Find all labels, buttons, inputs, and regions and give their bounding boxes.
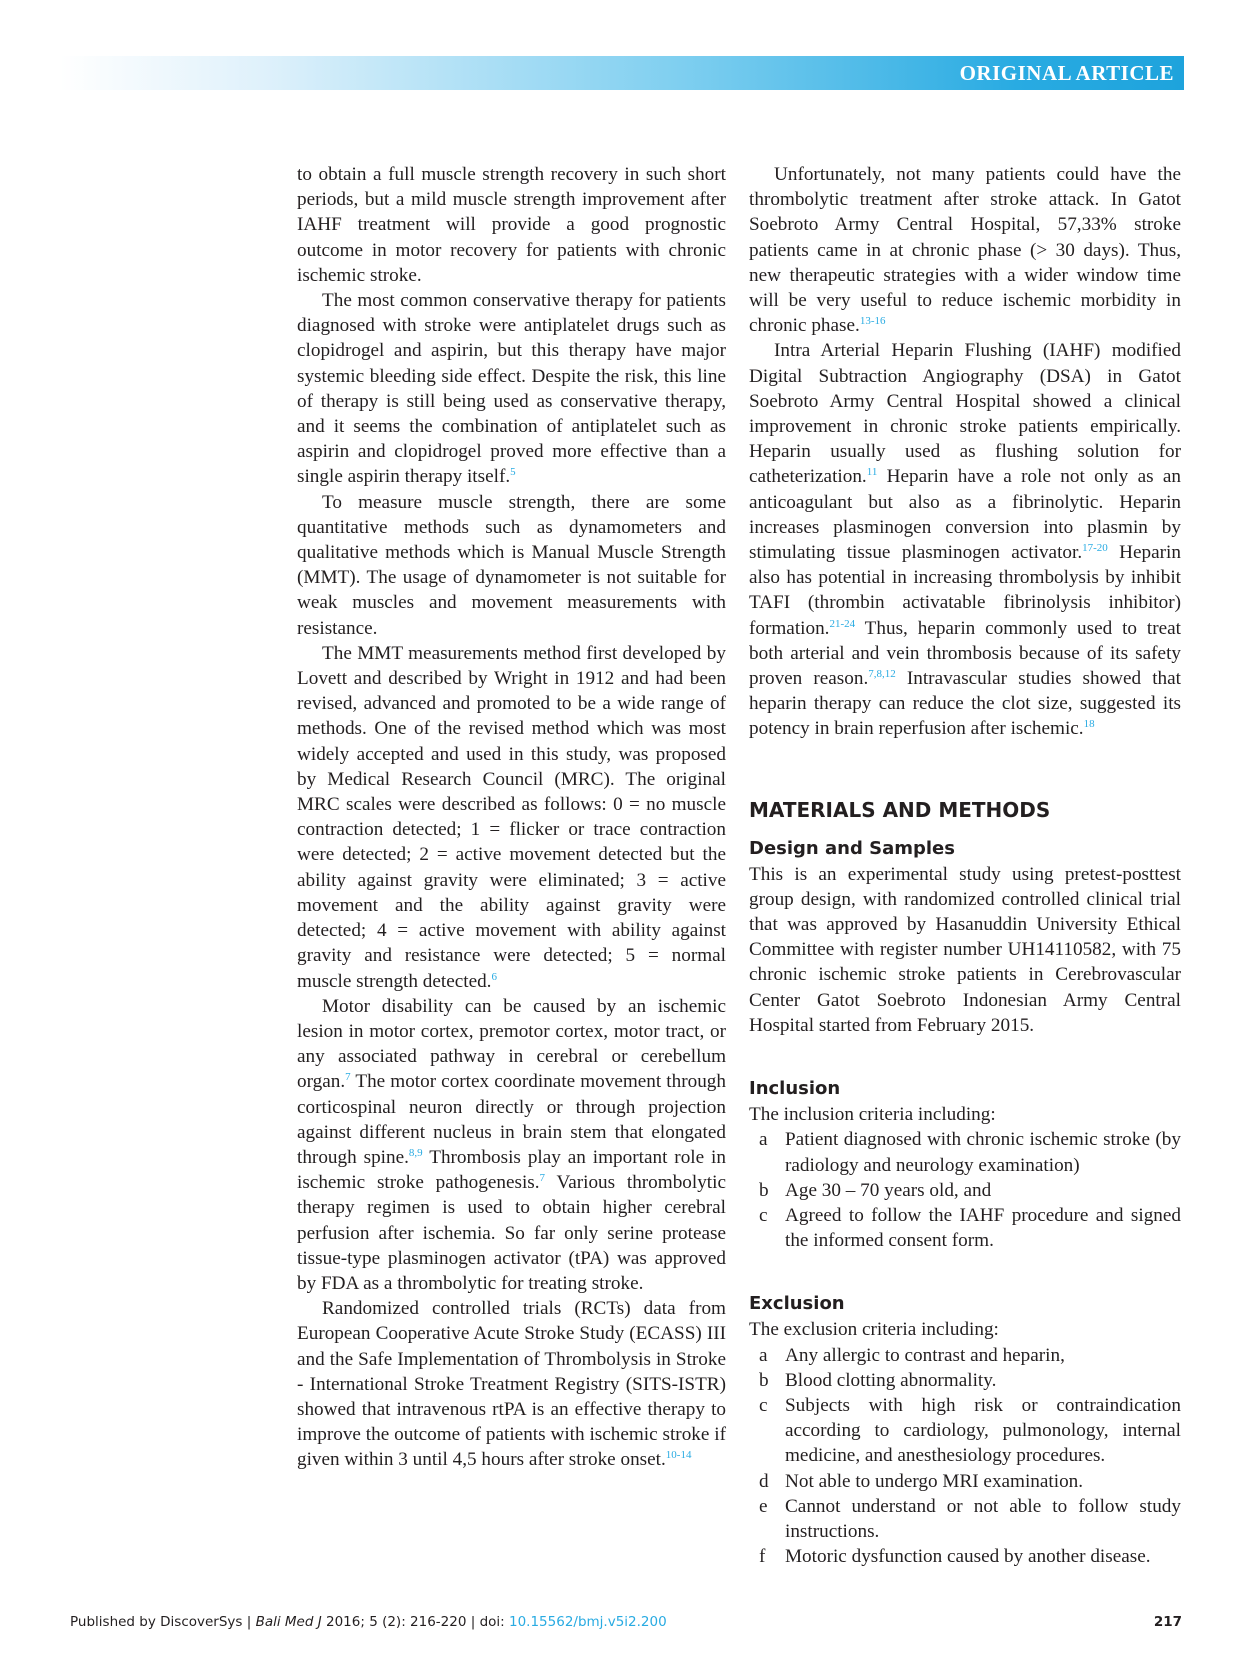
paragraph: The MMT measurements method first developed by Lovett and described by Wright in 1912 and had been revised, advanced and promoted to be a wide range of methods. One of the revised method which was most widely accepted and used in this study, was proposed by Medical Research Council (MRC). The original MRC scales were described as follows: 0 = no muscle contraction detected; 1 = flicker or trace contraction were detected; 2 = active movement detected but the ability against gravity were eliminated; 3 = active movement and the ability against gravity were detected; 4 = active movement with ability against gravity and resistance were detected; 5 = normal muscle strength detected.$^6$ bbox=[297, 642, 726, 992]
paragraph: Intra Arterial Heparin Flushing (IAHF) modified Digital Subtraction Angiography (DSA) in Gatot Soebroto Army Central Hospital showed a clinical improvement in chronic stroke patients empirically. Heparin usually used as flushing solution for catheterization.$^{11}$ Heparin have a role not only as an anticoagulant but also as a fibrinolytic. Heparin increases plasminogen conversion into plasmin by stimulating tissue plasminogen activator.$^{17-20}$ Heparin also has potential in increasing thrombolysis by inhibit TAFI (thrombin activatable fibrinolysis inhibitor) formation.$^{21-24}$ Thus, heparin commonly used to treat both arterial and vein thrombosis because of its safety proven reason.$^{7,8,12}$ Intravascular studies showed that heparin therapy can reduce the clot size, suggested its potency in brain reperfusion after ischemic.$^{18}$ bbox=[749, 340, 1182, 740]
doi-link[interactable]: 10.15562/bmj.v5i2.200 bbox=[509, 1614, 667, 1630]
citation-ref[interactable]: 7 bbox=[539, 1172, 546, 1185]
list-item bbox=[749, 1203, 1181, 1253]
citation-ref[interactable]: 6 bbox=[491, 970, 497, 983]
list-item bbox=[749, 1544, 1181, 1569]
list-item-text: Motoric dysfunction caused by another disease. bbox=[785, 1546, 1151, 1568]
list-item-text: Subjects with high risk or contraindication according to cardiology, pulmonology, internal medicine, and anesthesiology procedures. bbox=[785, 1394, 1181, 1467]
list-item bbox=[749, 1127, 1181, 1177]
journal-name: Bali Med J bbox=[255, 1614, 322, 1630]
list-item-text: Agreed to follow the IAHF procedure and signed the informed consent form. bbox=[785, 1204, 1181, 1252]
subsection-heading: Design and Samples bbox=[749, 837, 955, 859]
list-marker: a bbox=[759, 1344, 768, 1366]
paragraph: Unfortunately, not many patients could have the thrombolytic treatment after stroke attack. In Gatot Soebroto Army Central Hospital, 57,33% stroke patients came in at chronic phase (> 30 days). Thus, new therapeutic strategies with a wider window time will be very useful to reduce ischemic morbidity in chronic phase.$^{13-16}$ bbox=[749, 164, 1181, 337]
list-item bbox=[749, 1469, 1181, 1494]
citation-ref[interactable]: 7 bbox=[345, 1071, 351, 1084]
list-item-text: Not able to undergo MRI examination. bbox=[785, 1470, 1084, 1492]
paragraph: This is an experimental study using pretest-posttest group design, with randomized controlled clinical trial that was approved by Hasanuddin University Ethical Committee with register number UH14110582, with 75 chronic ischemic stroke patients in Cerebrovascular Center Gatot Soebroto Indonesian Army Central Hospital started from February 2015. bbox=[749, 863, 1181, 1036]
citation-ref[interactable]: 10-14 bbox=[665, 1449, 692, 1462]
left-column bbox=[297, 162, 726, 1473]
list-item bbox=[749, 1178, 1181, 1203]
list-intro: The exclusion criteria including: bbox=[749, 1319, 999, 1341]
citation-ref[interactable]: 8,9 bbox=[408, 1146, 423, 1159]
section-heading: MATERIALS AND METHODS bbox=[749, 797, 1051, 822]
list-marker: b bbox=[759, 1179, 769, 1201]
list-item-text: Any allergic to contrast and heparin, bbox=[785, 1344, 1065, 1366]
list-marker: b bbox=[759, 1369, 769, 1391]
exclusion-list bbox=[749, 1343, 1181, 1570]
citation-ref[interactable]: 7,8,12 bbox=[868, 668, 896, 681]
header-band bbox=[60, 56, 1184, 90]
list-item-text: Age 30 – 70 years old, and bbox=[785, 1179, 992, 1201]
paragraph: The most common conservative therapy for patients diagnosed with stroke were antiplatelet drugs such as clopidrogel and aspirin, but this therapy have major systemic bleeding side effect. Despite the risk, this line of therapy is still being used as conservative therapy, and it seems the combination of antiplatelet such as aspirin and clopidrogel proved more effective than a single aspirin therapy itself.$^5$ bbox=[297, 290, 726, 488]
list-marker: d bbox=[759, 1470, 769, 1492]
inclusion-list bbox=[749, 1127, 1181, 1253]
list-item bbox=[749, 1368, 1181, 1393]
list-marker: e bbox=[759, 1495, 768, 1517]
page-footer bbox=[70, 1612, 1182, 1632]
subsection-heading: Inclusion bbox=[749, 1078, 841, 1100]
list-item bbox=[749, 1393, 1181, 1469]
paragraph: To measure muscle strength, there are some quantitative methods such as dynamometers and qualitative methods which is Manual Muscle Strength (MMT). The usage of dynamometer is not suitable for weak muscles and movement measurements with resistance. bbox=[297, 491, 726, 639]
citation-ref[interactable]: 21-24 bbox=[829, 617, 856, 630]
list-intro: The inclusion criteria including: bbox=[749, 1104, 996, 1126]
citation-ref[interactable]: 18 bbox=[1083, 718, 1095, 731]
list-item-text: Cannot understand or not able to follow study instructions. bbox=[785, 1495, 1181, 1542]
citation-ref[interactable]: 13-16 bbox=[859, 315, 886, 328]
list-marker: c bbox=[759, 1204, 768, 1226]
paragraph: Randomized controlled trials (RCTs) data from European Cooperative Acute Stroke Study (ECASS) III and the Safe Implementation of Thrombolysis in Stroke - International Stroke Treatment Registry (SITS-ISTR) showed that intravenous rtPA is an effective therapy to improve the outcome of patients with ischemic stroke if given within 3 until 4,5 hours after stroke onset.$^{10-14}$ bbox=[297, 1298, 726, 1471]
list-item-text: Patient diagnosed with chronic ischemic stroke (by radiology and neurology examination) bbox=[785, 1129, 1181, 1176]
publisher-text: Published by DiscoverSys | bbox=[70, 1614, 256, 1630]
list-marker: a bbox=[759, 1129, 768, 1151]
citation-text: 2016; 5 (2): 216-220 | doi: bbox=[321, 1614, 509, 1630]
article-type-label: ORIGINAL ARTICLE bbox=[959, 61, 1174, 85]
list-item bbox=[749, 1494, 1181, 1544]
citation-ref[interactable]: 17-20 bbox=[1082, 542, 1108, 555]
list-item-text: Blood clotting abnormality. bbox=[785, 1369, 997, 1391]
list-marker: c bbox=[759, 1394, 768, 1416]
citation-ref[interactable]: 5 bbox=[510, 466, 516, 479]
paragraph: to obtain a full muscle strength recovery in such short periods, but a mild muscle strength improvement after IAHF treatment will provide a good prognostic outcome in motor recovery for patients with chronic ischemic stroke. bbox=[297, 164, 726, 286]
page-number: 217 bbox=[1153, 1614, 1182, 1630]
list-marker: f bbox=[759, 1546, 766, 1568]
subsection-heading: Exclusion bbox=[749, 1293, 845, 1315]
citation-ref[interactable]: 11 bbox=[866, 466, 878, 479]
paragraph: Motor disability can be caused by an ischemic lesion in motor cortex, premotor cortex, motor tract, or any associated pathway in cerebral or cerebellum organ.$^7$ The motor cortex coordinate movement through corticospinal neuron directly or through projection against different nucleus in brain stem that elongated through spine.$^{8,9}$ Thrombosis play an important role in ischemic stroke pathogenesis.$^7$ Various thrombolytic therapy regimen is used to obtain higher cerebral perfusion after ischemia. So far only serine protease tissue-type plasminogen activator (tPA) was approved by FDA as a thrombolytic for treating stroke. bbox=[297, 995, 726, 1294]
list-item bbox=[749, 1343, 1181, 1368]
right-column bbox=[749, 162, 1181, 1569]
